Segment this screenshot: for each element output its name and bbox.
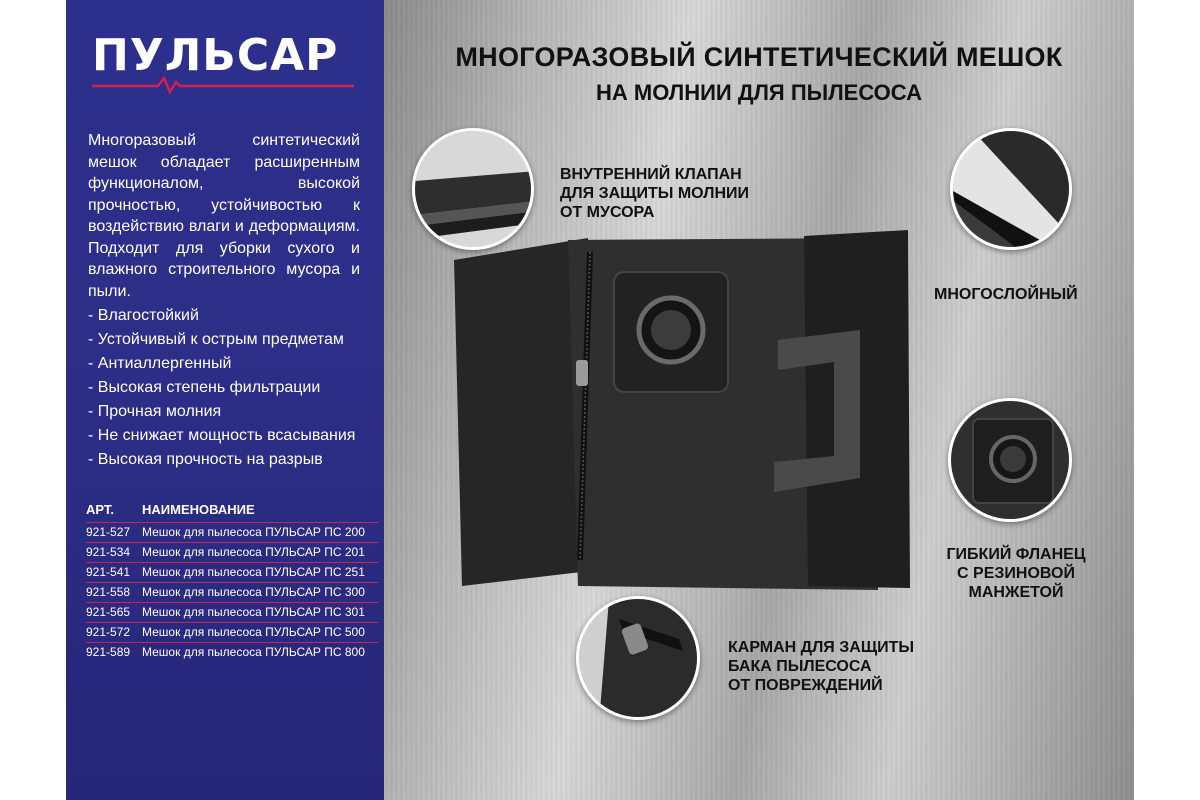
- detail-multilayer-image: [950, 128, 1072, 250]
- feature-item: - Высокая прочность на разрыв: [88, 451, 323, 468]
- feature-item: - Прочная молния: [88, 403, 222, 420]
- header-art: АРТ.: [86, 502, 114, 517]
- callout-line: ОТ ПОВРЕЖДЕНИЙ: [728, 677, 883, 694]
- callout-flange: [936, 545, 1096, 602]
- callout-line: МАНЖЕТОЙ: [968, 584, 1064, 601]
- detail-pocket-image: [576, 596, 700, 720]
- article-number: 921-541: [86, 565, 131, 579]
- table-row: [86, 562, 378, 582]
- feature-item: - Не снижает мощность всасывания: [88, 427, 356, 444]
- brand-logo: [92, 30, 362, 90]
- zipper-detail-icon: [579, 599, 700, 720]
- callout-line: С РЕЗИНОВОЙ: [957, 565, 1075, 582]
- flange-detail-icon: [951, 401, 1072, 522]
- callout-inner-flap: [560, 165, 749, 222]
- logo-text: ПУЛЬСАР: [92, 30, 339, 81]
- article-name: Мешок для пылесоса ПУЛЬСАР ПС 251: [142, 565, 365, 579]
- detail-flange-image: [948, 398, 1072, 522]
- callout-line: КАРМАН ДЛЯ ЗАЩИТЫ: [728, 639, 915, 656]
- article-table-header: [86, 502, 378, 522]
- article-number: 921-558: [86, 585, 131, 599]
- callout-line: МНОГОСЛОЙНЫЙ: [934, 286, 1078, 303]
- product-description: Многоразовый синтетический мешок обладает расширенным функционалом, высокой прочностью, устойчивостью к воздействию влаги и деформациям. Подходит для уборки сухого и влажного строительного мусора и пыли.: [88, 132, 360, 300]
- callout-line: ВНУТРЕННИЙ КЛАПАН: [560, 166, 742, 183]
- article-number: 921-572: [86, 625, 131, 639]
- page-subtitle: НА МОЛНИИ ДЛЯ ПЫЛЕСОСА: [595, 80, 922, 105]
- article-number: 921-589: [86, 645, 131, 659]
- fabric-layers-icon: [953, 131, 1072, 250]
- callout-line: ДЛЯ ЗАЩИТЫ МОЛНИИ: [560, 185, 749, 202]
- info-panel: [66, 0, 384, 800]
- article-name: Мешок для пылесоса ПУЛЬСАР ПС 500: [142, 625, 365, 639]
- article-table: [86, 502, 378, 662]
- article-name: Мешок для пылесоса ПУЛЬСАР ПС 201: [142, 545, 365, 559]
- header-name: НАИМЕНОВАНИЕ: [142, 502, 255, 517]
- article-number: 921-527: [86, 525, 131, 539]
- table-row: [86, 602, 378, 622]
- pulse-line-icon: [92, 76, 354, 94]
- table-row: [86, 622, 378, 642]
- callout-multilayer: [934, 285, 1078, 304]
- callout-pocket: [728, 638, 914, 695]
- callout-line: БАКА ПЫЛЕСОСА: [728, 658, 872, 675]
- vacuum-bag-image: [448, 230, 914, 596]
- table-row: [86, 642, 378, 662]
- page-title: МНОГОРАЗОВЫЙ СИНТЕТИЧЕСКИЙ МЕШОК: [455, 42, 1063, 72]
- product-showcase: [384, 0, 1134, 800]
- feature-item: - Влагостойкий: [88, 307, 199, 324]
- table-row: [86, 582, 378, 602]
- article-name: Мешок для пылесоса ПУЛЬСАР ПС 200: [142, 525, 365, 539]
- table-row: [86, 542, 378, 562]
- callout-line: ОТ МУСОРА: [560, 204, 655, 221]
- table-row: [86, 522, 378, 542]
- article-number: 921-534: [86, 545, 131, 559]
- callout-line: ГИБКИЙ ФЛАНЕЦ: [946, 546, 1086, 563]
- feature-item: - Устойчивый к острым предметам: [88, 331, 344, 348]
- article-name: Мешок для пылесоса ПУЛЬСАР ПС 300: [142, 585, 365, 599]
- article-name: Мешок для пылесоса ПУЛЬСАР ПС 800: [142, 645, 365, 659]
- feature-list: [88, 304, 378, 472]
- feature-item: - Антиаллергенный: [88, 355, 232, 372]
- article-number: 921-565: [86, 605, 131, 619]
- product-card: [66, 0, 1134, 800]
- article-name: Мешок для пылесоса ПУЛЬСАР ПС 301: [142, 605, 365, 619]
- feature-item: - Высокая степень фильтрации: [88, 379, 321, 396]
